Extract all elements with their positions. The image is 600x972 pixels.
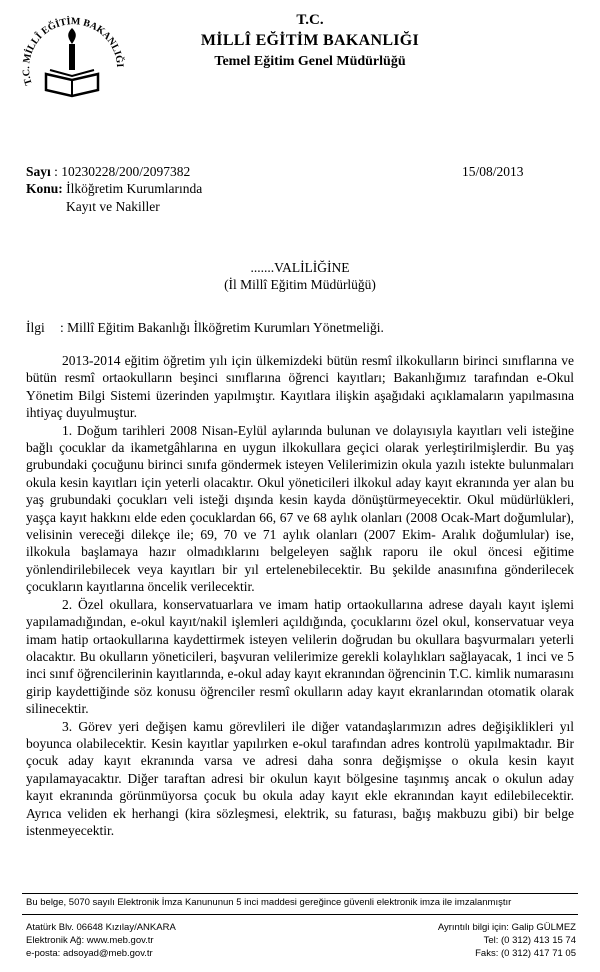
footer-contact: Ayrıntılı bilgi için: Galip GÜLMEZ xyxy=(437,922,576,933)
svg-text:T.C. MİLLÎ EĞİTİM BAKANLIĞI: T.C. MİLLÎ EĞİTİM BAKANLIĞI xyxy=(20,16,126,87)
footer-address: Atatürk Blv. 06648 Kızılay/ANKARA xyxy=(26,922,176,933)
konu-value-1: İlköğretim Kurumlarında xyxy=(66,181,203,196)
paragraph-1: 1. Doğum tarihleri 2008 Nisan-Eylül aylarında bulunan ve dolayısıyla kayıtları veli isteğine bağlı çocuklar da ikametgâhlarına en uygun ilkokullara geçici olarak yerleştirilmişlerdir. Bu yaş grubundaki çocuğunu birinci sınıfa göndermek isteyen Velilerimizin okula yazılı istekte bulunmaları okula kesin kayıtları için yeterli olacaktır. Okul yöneticileri ilkokul aday kayıt ekranında yer alan bu yaş grubundaki çocukları veli isteği dışında kesin kayda dönüştürmeyecektir. Okul müdürlükleri, yaşça kayıt hakkını elde eden çocuklardan 66, 67 ve 68 aylık olanları (2008 Ocak-Mart doğumlular), velisinin vereceği dilekçe ile; 69, 70 ve 71 aylık olanları (2007 Ekim- Aralık doğumlular) ise, ilkokula başlamaya hazır olmadıklarını belgeleyen sağlık raporu ile okul öncesi eğitime yönlendirilebilecek veya kayıtları bir yıl ertelenebilecektir. Bu şekilde anasınıfına gönderilecek çocukların kayıtlarına öncelik verilecektir. xyxy=(26,422,574,595)
paragraph-intro: 2013-2014 eğitim öğretim yılı için ülkemizdeki bütün resmî ilkokulların birinci sınıflarına ve bütün resmî ortaokulların beşinci sınıflarına öğrenci kayıtları; Bakanlığımız tarafından e-Okul Yönetim Bilgi Sistemi üzerinden yapılmıştır. Kayıtlara ilişkin aşağıdaki açıklamaların yapılmasına ihtiyaç duyulmuştur. xyxy=(26,353,574,421)
sayi-label: Sayı xyxy=(26,164,51,179)
paragraph-2: 2. Özel okullara, konservatuarlara ve imam hatip ortaokullarına adrese dayalı kayıt işlemi yapılamadığından, e-okul kayıt/nakil işlemleri açıldığında, çocuklarını özel okul, konservatuar veya imam hatip ortaokullarına kaydettirmek isteyen velilerin doğrudan bu okullara başvurmaları yeterli olacaktır. Bu okulların yöneticileri, başvuran velilerimize gerekli kolaylıkları sağlayacak, 1 inci ve 5 inci sınıf öğrencilerinin kayıtlarında, e-okul aday kayıt ekranından öğrencinin T.C. kimlik numarasını girip kaydettiğinde söz konusu öğrenciler resmî okulların aday kayıt ekranlarından otomatik olarak silinecektir. xyxy=(26,596,574,717)
footer-rule-bottom xyxy=(22,914,578,915)
document-date: 15/08/2013 xyxy=(462,164,524,179)
sayi-value: : 10230228/200/2097382 xyxy=(54,164,191,179)
header-directorate: Temel Eğitim Genel Müdürlüğü xyxy=(214,54,406,69)
header-tc: T.C. xyxy=(296,12,324,28)
konu-line xyxy=(26,180,202,197)
esign-note: Bu belge, 5070 sayılı Elektronik İmza Kanununun 5 inci maddesi gereğince güvenli elektronik imza ile imzalanmıştır xyxy=(26,897,512,908)
body xyxy=(26,352,574,839)
ilgi-line xyxy=(26,320,384,336)
header-ministry: MİLLÎ EĞİTİM BAKANLIĞI xyxy=(200,32,420,49)
footer-rule-top xyxy=(22,893,578,894)
footer-web: Elektronik Ağ: www.meb.gov.tr xyxy=(26,935,154,946)
footer-email: e-posta: adsoyad@meb.gov.tr xyxy=(26,948,153,959)
ilgi-text: : Millî Eğitim Bakanlığı İlköğretim Kurumları Yönetmeliği. xyxy=(60,320,384,335)
paragraph-3: 3. Görev yeri değişen kamu görevlileri ile diğer vatandaşlarımızın adres değişiklikleri yıl boyunca olabilecektir. Kesin kayıtlar yapılırken e-okul tarafından adres kontrolü yapılmaktadır. Bir çocuk aday kayıt ekranında varsa ve adresi daha sonra değişmişse o okula kesin kayıt yapılamayacaktır. Diğer taraftan adresi bir okulun kayıt bölgesine taşınmış ancak o okulun aday kayıt ekranında görünmüyorsa çocuk bu okula aday kayıt ekle ekranından kayıt edilebilecektir. Ayrıca veliden ek herhangi (kira sözleşmesi, elektrik, su faturası, bağış makbuzu gibi) bir belge istenmeyecektir. xyxy=(26,718,574,838)
konu-value-2: Kayıt ve Nakiller xyxy=(66,199,160,214)
footer-tel: Tel: (0 312) 413 15 74 xyxy=(483,935,576,946)
ilgi-label: İlgi xyxy=(26,320,45,335)
ministry-logo xyxy=(18,14,128,114)
sayi-line xyxy=(26,163,190,180)
footer-fax: Faks: (0 312) 417 71 05 xyxy=(475,948,576,959)
addressee-line-1: .......VALİLİĞİNE xyxy=(250,260,350,275)
addressee-line-2: (İl Millî Eğitim Müdürlüğü) xyxy=(224,277,376,292)
konu-label: Konu: xyxy=(26,181,63,196)
